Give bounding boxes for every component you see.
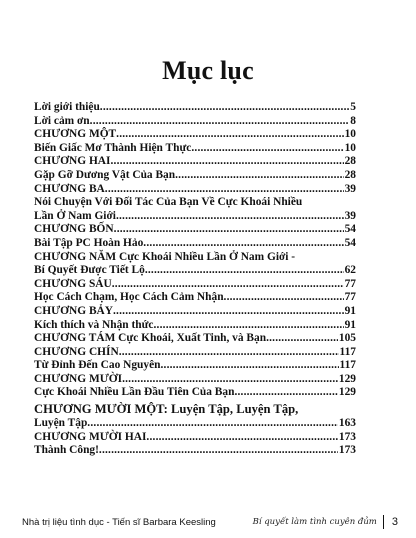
- dot-leader: [112, 278, 344, 292]
- toc-entry: [34, 128, 356, 142]
- toc-entry-page: 129: [338, 386, 356, 399]
- dot-leader: [175, 169, 344, 183]
- toc-entry-page: 91: [344, 304, 356, 317]
- footer-divider: [383, 515, 384, 529]
- page-number: 3: [391, 516, 398, 528]
- toc-entry-page: 77: [344, 277, 356, 290]
- toc-entry-page: 117: [339, 359, 356, 372]
- dot-leader: [143, 237, 343, 251]
- toc-entry-page: 10: [344, 128, 356, 141]
- toc-entry: [34, 417, 356, 431]
- dot-leader: [116, 128, 343, 142]
- toc-entry: [34, 386, 356, 400]
- toc-entry-page: 39: [344, 182, 356, 195]
- dot-leader: [160, 359, 338, 373]
- toc-entry-title: Kích thích và Nhận thức: [34, 318, 154, 331]
- toc-entry-title: Lời giới thiệu: [34, 101, 100, 113]
- toc-entry-title: Biến Giấc Mơ Thành Hiện Thực: [34, 141, 192, 154]
- toc-entry-page: 39: [344, 209, 356, 222]
- toc-entry-title: CHƯƠNG MƯỜI HAI: [34, 430, 147, 443]
- dot-leader: [100, 101, 350, 115]
- footer-book-title: Bí quyết làm tình cuyên đủm: [252, 517, 377, 527]
- toc-entry-page: 129: [338, 372, 356, 385]
- toc-entry-page: 54: [344, 236, 356, 249]
- toc-entry-page: 28: [344, 155, 356, 168]
- toc-entry: [34, 332, 356, 346]
- toc-entry-page: 8: [350, 114, 356, 127]
- dot-leader: [154, 319, 344, 333]
- toc-entry-page: 117: [339, 345, 356, 358]
- toc-entry: [34, 237, 356, 251]
- dot-leader: [110, 155, 343, 169]
- dot-leader: [114, 223, 344, 237]
- toc-entry: [34, 155, 356, 169]
- toc-entry-page: 77: [344, 291, 356, 304]
- toc-entry-title: CHƯƠNG BẢY: [34, 304, 113, 317]
- table-of-contents: [34, 101, 356, 458]
- toc-entry-title: Thành Công!: [34, 444, 99, 457]
- toc-entry: [34, 319, 356, 333]
- toc-entry-page: 62: [344, 264, 356, 277]
- toc-entry: [34, 278, 356, 292]
- toc-entry-title: CHƯƠNG HAI: [34, 155, 111, 168]
- toc-entry-title: CHƯƠNG MỘT: [34, 128, 117, 141]
- toc-entry-title-line1: Nói Chuyện Với Đối Tác Của Bạn Về Cực Khoái Nhiều: [34, 196, 303, 209]
- toc-entry-title: Lời cảm ơn: [34, 114, 90, 127]
- dot-leader: [116, 210, 344, 224]
- dot-leader: [191, 142, 343, 156]
- page-footer: [22, 514, 398, 530]
- toc-entry: [34, 264, 356, 278]
- toc-entry-title: Cực Khoái Nhiều Lần Đầu Tiên Của Bạn: [34, 386, 235, 399]
- toc-entry: [34, 223, 356, 237]
- toc-entry: [34, 346, 356, 360]
- toc-entry-title: Học Cách Chạm, Học Cách Cảm Nhận: [34, 291, 224, 304]
- dot-leader: [122, 373, 338, 387]
- toc-entry-title-line1: CHƯƠNG MƯỜI MỘT: Luyện Tập, Luyện Tập,: [34, 402, 299, 417]
- toc-entry: [34, 142, 356, 156]
- toc-entry: [34, 431, 356, 445]
- toc-entry: [34, 115, 356, 129]
- toc-entry-title: CHƯƠNG MƯỜI: [34, 372, 123, 385]
- toc-entry-page: 173: [338, 430, 356, 443]
- toc-entry: [34, 291, 356, 305]
- toc-entry-title: CHƯƠNG TÁM Cực Khoái, Xuất Tinh, và Bạn: [34, 332, 267, 345]
- toc-entry-title: Từ Đỉnh Đến Cao Nguyên: [34, 359, 161, 372]
- toc-entry-title-line2: Luyện Tập: [34, 417, 88, 430]
- toc-entry: [34, 444, 356, 458]
- dot-leader: [146, 431, 337, 445]
- toc-entry-title-line1: CHƯƠNG NĂM Cực Khoái Nhiều Lần Ở Nam Giới -: [34, 250, 296, 263]
- toc-entry-line: [34, 251, 356, 265]
- toc-entry: [34, 305, 356, 319]
- toc-entry-title: Bài Tập PC Hoàn Hảo: [34, 236, 144, 249]
- toc-entry: [34, 169, 356, 183]
- toc-entry-page: 163: [338, 417, 356, 430]
- dot-leader: [234, 386, 337, 400]
- toc-entry: [34, 101, 356, 115]
- dot-leader: [105, 183, 344, 197]
- toc-entry-title: Gặp Gỡ Dương Vật Của Bạn: [34, 168, 176, 181]
- toc-entry-page: 10: [344, 141, 356, 154]
- dot-leader: [90, 115, 350, 129]
- dot-leader: [99, 444, 338, 458]
- toc-entry-title: CHƯƠNG BA: [34, 182, 105, 195]
- dot-leader: [224, 291, 344, 305]
- dot-leader: [145, 264, 344, 278]
- dot-leader: [87, 417, 338, 431]
- dot-leader: [266, 332, 338, 346]
- toc-entry-line: [34, 196, 356, 210]
- toc-entry-page: 28: [344, 168, 356, 181]
- toc-entry-title-line2: Lần Ở Nam Giới: [34, 209, 116, 222]
- toc-entry: [34, 183, 356, 197]
- dot-leader: [113, 305, 344, 319]
- toc-entry-line: [34, 402, 356, 417]
- toc-entry-title: CHƯƠNG BỐN: [34, 223, 114, 236]
- toc-entry-page: 105: [338, 332, 356, 345]
- dot-leader: [119, 346, 339, 360]
- page-title: Mục lục: [162, 56, 254, 85]
- toc-entry: [34, 359, 356, 373]
- toc-entry-page: 173: [338, 444, 356, 457]
- toc-entry-page: 54: [344, 223, 356, 236]
- toc-entry: [34, 373, 356, 387]
- footer-author: Nhà trị liệu tình dục - Tiến sĩ Barbara Keesling: [22, 516, 216, 528]
- toc-entry-title-line2: Bí Quyết Được Tiết Lộ: [34, 264, 145, 277]
- toc-entry-page: 5: [350, 101, 356, 113]
- toc-entry: [34, 210, 356, 224]
- toc-entry-title: CHƯƠNG CHÍN: [34, 345, 119, 358]
- toc-entry-title: CHƯƠNG SÁU: [34, 277, 112, 290]
- toc-entry-page: 91: [344, 318, 356, 331]
